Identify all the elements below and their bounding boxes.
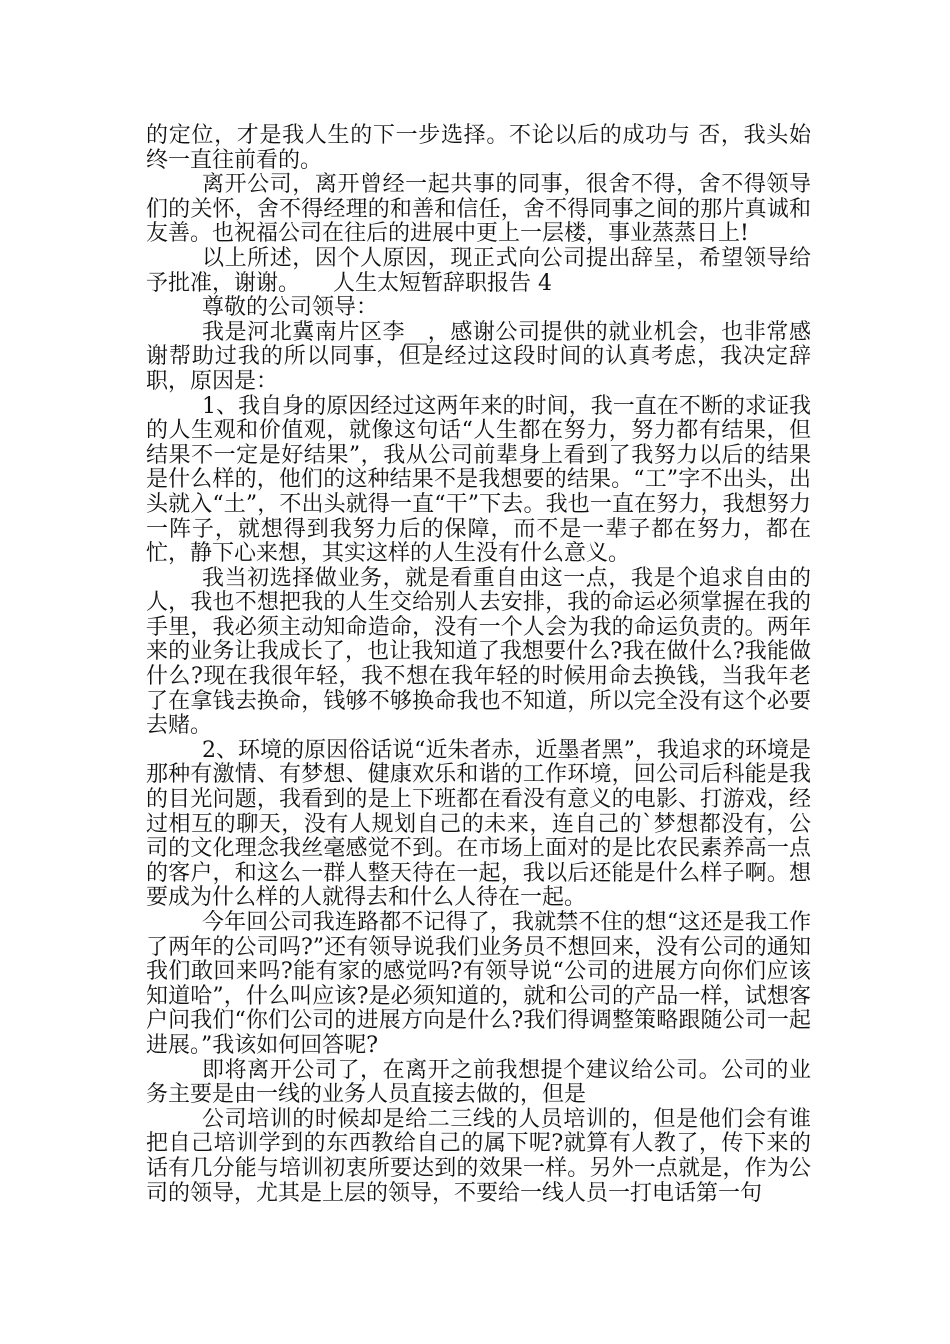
paragraph: 以上所述，因个人原因，现正式向公司提出辞呈，希望领导给予批准，谢谢。 人生太短暂辞职报告 4 (146, 245, 811, 296)
paragraph: 2、环境的原因俗话说“近朱者赤，近墨者黑”，我追求的环境是那种有激情、有梦想、健康欢乐和谐的工作环境，回公司后科能是我的目光问题，我看到的是上下班都在看没有意义的电影、打游戏，经过相互的聊天，没有人规划自己的未来，连自己的`梦想都没有，公司的文化理念我丝毫感觉不到。在市场上面对的是比农民素养高一点的客户，和这么一群人整天待在一起，我以后还能是什么样子啊。想要成为什么样的人就得去和什么人待在一起。 (146, 737, 811, 911)
paragraph: 1、我自身的原因经过这两年来的时间，我一直在不断的求证我的人生观和价值观，就像这句话“人生都在努力，努力都有结果，但结果不一定是好结果”，我从公司前辈身上看到了我努力以后的结果是什么样的，他们的这种结果不是我想要的结果。“工”字不出头，出头就入“土”，不出头就得一直“干”下去。我也一直在努力，我想努力一阵子，就想得到我努力后的保障，而不是一辈子都在努力，都在忙，静下心来想，其实这样的人生没有什么意义。 (146, 393, 811, 567)
paragraph: 即将离开公司了，在离开之前我想提个建议给公司。公司的业务主要是由一线的业务人员直接去做的，但是 (146, 1057, 811, 1108)
paragraph: 的定位，才是我人生的下一步选择。不论以后的成功与 否，我头始终一直往前看的。 (146, 123, 811, 173)
paragraph: 公司培训的时候却是给二三线的人员培训的，但是他们会有谁把自己培训学到的东西教给自己的属下呢?就算有人教了，传下来的话有几分能与培训初衷所要达到的效果一样。另外一点就是，作为公司的领导，尤其是上层的领导，不要给一线人员一打电话第一句 (146, 1106, 811, 1206)
document-body (146, 124, 811, 1206)
paragraph: 尊敬的公司领导： (202, 295, 379, 321)
paragraph: 我是河北冀南片区李__，感谢公司提供的就业机会，也非常感谢帮助过我的所以同事，但是经过这段时间的认真考虑，我决定辞职，原因是： (146, 319, 811, 394)
paragraph: 离开公司，离开曾经一起共事的同事，很舍不得，舍不得领导们的关怀，舍不得经理的和善和信任，舍不得同事之间的那片真诚和友善。也祝福公司在往后的进展中更上一层楼，事业蒸蒸日上! (146, 172, 811, 247)
paragraph: 今年回公司我连路都不记得了，我就禁不住的想“这还是我工作了两年的公司吗?”还有领导说我们业务员不想回来，没有公司的通知我们敢回来吗?能有家的感觉吗?有领导说“公司的进展方向你们应该知道哈”，什么叫应该?是必须知道的，就和公司的产品一样，试想客户问我们“你们公司的进展方向是什么?我们得调整策略跟随公司一起进展。”我该如何回答呢? (146, 910, 811, 1058)
paragraph: 我当初选择做业务，就是看重自由这一点，我是个追求自由的人，我也不想把我的人生交给别人去安排，我的命运必须掌握在我的手里，我必须主动知命造命，没有一个人会为我的命运负责的。两年来的业务让我成长了，也让我知道了我想要什么?我在做什么?我能做什么?现在我很年轻，我不想在我年轻的时候用命去换钱，当我年老了在拿钱去换命，钱够不够换命我也不知道，所以完全没有这个必要去赌。 (146, 565, 811, 739)
